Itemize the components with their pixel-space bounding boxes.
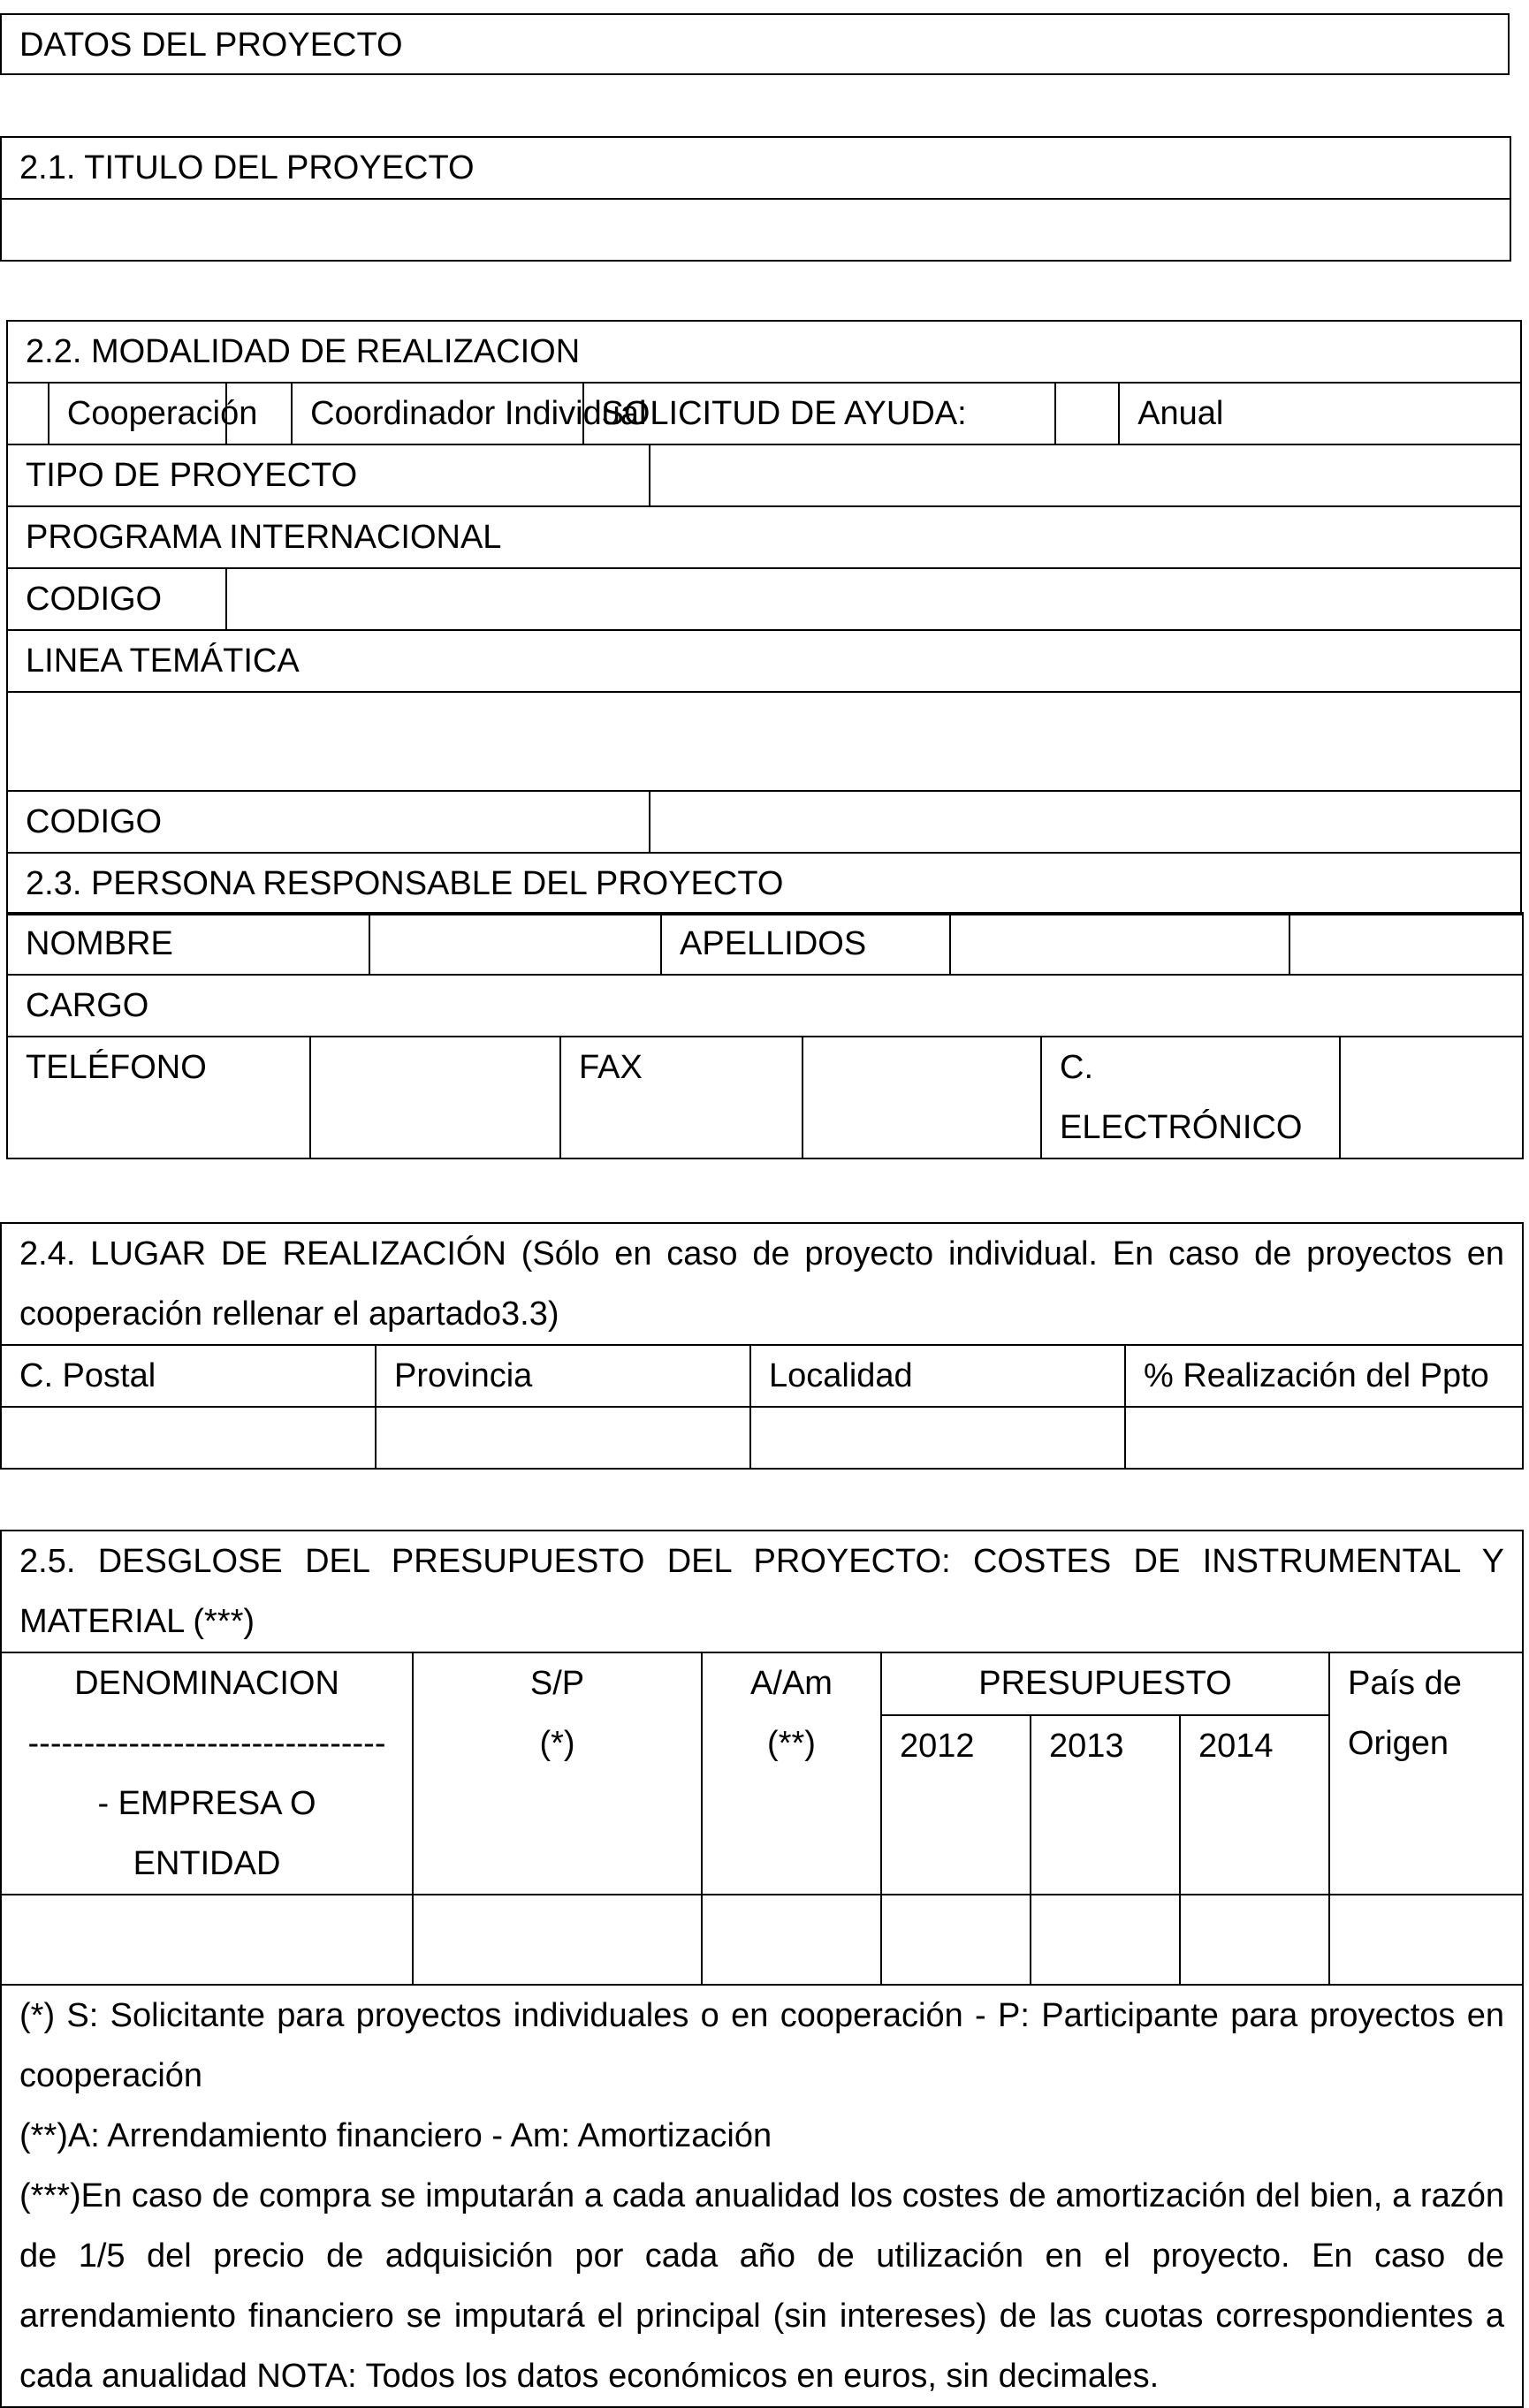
apellidos-label: APELLIDOS — [661, 913, 950, 975]
sp-header — [413, 1652, 702, 1895]
s23-title: 2.3. PERSONA RESPONSABLE DEL PROYECTO — [7, 853, 1521, 915]
denominacion-field[interactable] — [1, 1895, 413, 1985]
aam-label: A/Am — [750, 1665, 833, 1702]
budget-table — [0, 1530, 1524, 2408]
codigo2-label: CODIGO — [7, 791, 650, 853]
aam-note: (**) — [767, 1725, 816, 1762]
note-sp: (*) S: Solicitante para proyectos individuales o en cooperación - P: Participante para proyectos en cooperación — [19, 1997, 1504, 2094]
year-2012: 2012 — [881, 1715, 1031, 1895]
codigo-field[interactable] — [226, 568, 1521, 630]
cooperacion-checkbox[interactable] — [7, 383, 49, 444]
project-title-field[interactable] — [1, 199, 1510, 261]
note-instrumental: (***)En caso de compra se imputarán a cada anualidad los costes de amortización del bien, a razón de 1/5 del precio de adquisición por cada año de utilización en el proyecto. En caso de arrendamiento financiero se imputará el principal (sin intereses) de las cuotas correspondientes a cada anualidad NOTA: Todos los datos económicos en euros, sin decimales. — [19, 2177, 1504, 2395]
denominacion-header — [1, 1652, 413, 1895]
modality-table — [6, 320, 1522, 915]
fax-field[interactable] — [803, 1037, 1041, 1158]
anual-label: Anual — [1119, 383, 1521, 444]
nombre-field[interactable] — [369, 913, 661, 975]
pais-header: País de Origen — [1329, 1652, 1523, 1895]
codigo-label: CODIGO — [7, 568, 226, 630]
anual-checkbox[interactable] — [1055, 383, 1119, 444]
cpostal-field[interactable] — [1, 1407, 376, 1469]
person-table — [6, 912, 1524, 1037]
s24-title: 2.4. LUGAR DE REALIZACIÓN (Sólo en caso de proyecto individual. En caso de proyectos en cooperación rellenar el apartado3.3) — [1, 1223, 1523, 1345]
budget-2013-field[interactable] — [1031, 1895, 1180, 1985]
localidad-field[interactable] — [750, 1407, 1125, 1469]
solicitud-label: SOLICITUD DE AYUDA: — [583, 383, 1055, 444]
email-label-line2: ELECTRÓNICO — [1060, 1109, 1303, 1146]
empresa-label: - EMPRESA O ENTIDAD — [97, 1785, 316, 1882]
cargo-label: CARGO — [7, 975, 1523, 1037]
s21-title: 2.1. TITULO DEL PROYECTO — [1, 137, 1510, 199]
apellidos-field[interactable] — [950, 913, 1289, 975]
tipo-proyecto-field[interactable] — [650, 444, 1521, 506]
email-label — [1041, 1037, 1340, 1158]
notes-cell — [1, 1985, 1523, 2407]
cooperacion-label: Cooperación — [49, 383, 226, 444]
coordinador-label: Coordinador Individual — [292, 383, 582, 444]
email-label-line1: C. — [1060, 1049, 1093, 1086]
sp-note: (*) — [539, 1725, 575, 1762]
denominacion-dashes: -------------------------------- — [27, 1725, 386, 1762]
sp-label: S/P — [529, 1665, 585, 1702]
provincia-field[interactable] — [376, 1407, 750, 1469]
header-localidad: Localidad — [750, 1345, 1125, 1407]
header-provincia: Provincia — [376, 1345, 750, 1407]
budget-2012-field[interactable] — [881, 1895, 1031, 1985]
codigo2-field[interactable] — [650, 791, 1521, 853]
year-2013: 2013 — [1031, 1715, 1180, 1895]
aam-header — [702, 1652, 881, 1895]
denominacion-label: DENOMINACION — [74, 1665, 339, 1702]
linea-field[interactable] — [7, 692, 1521, 791]
contact-table — [6, 1036, 1524, 1159]
year-2014: 2014 — [1180, 1715, 1329, 1895]
s22-title: 2.2. MODALIDAD DE REALIZACION — [7, 321, 1521, 383]
pais-field[interactable] — [1329, 1895, 1523, 1985]
note-aam: (**)A: Arrendamiento financiero - Am: Amortización — [19, 2117, 772, 2154]
header-cpostal: C. Postal — [1, 1345, 376, 1407]
telefono-label: TELÉFONO — [7, 1037, 310, 1158]
realizacion-field[interactable] — [1125, 1407, 1523, 1469]
section-title: DATOS DEL PROYECTO — [19, 27, 403, 64]
aam-field[interactable] — [702, 1895, 881, 1985]
presupuesto-header: PRESUPUESTO — [881, 1652, 1329, 1715]
nombre-label: NOMBRE — [7, 913, 369, 975]
sp-field[interactable] — [413, 1895, 702, 1985]
telefono-field[interactable] — [310, 1037, 560, 1158]
programa-label: PROGRAMA INTERNACIONAL — [7, 506, 1521, 568]
header-realizacion: % Realización del Ppto — [1125, 1345, 1523, 1407]
s25-title: 2.5. DESGLOSE DEL PRESUPUESTO DEL PROYECTO: COSTES DE INSTRUMENTAL Y MATERIAL (***) — [1, 1531, 1523, 1652]
project-title-table — [0, 136, 1511, 262]
section-title-box — [0, 13, 1510, 75]
tipo-proyecto-label: TIPO DE PROYECTO — [7, 444, 650, 506]
apellidos-field-2[interactable] — [1289, 913, 1523, 975]
linea-label: LINEA TEMÁTICA — [7, 630, 1521, 692]
budget-2014-field[interactable] — [1180, 1895, 1329, 1985]
fax-label: FAX — [560, 1037, 803, 1158]
email-field[interactable] — [1340, 1037, 1523, 1158]
location-table — [0, 1222, 1524, 1470]
